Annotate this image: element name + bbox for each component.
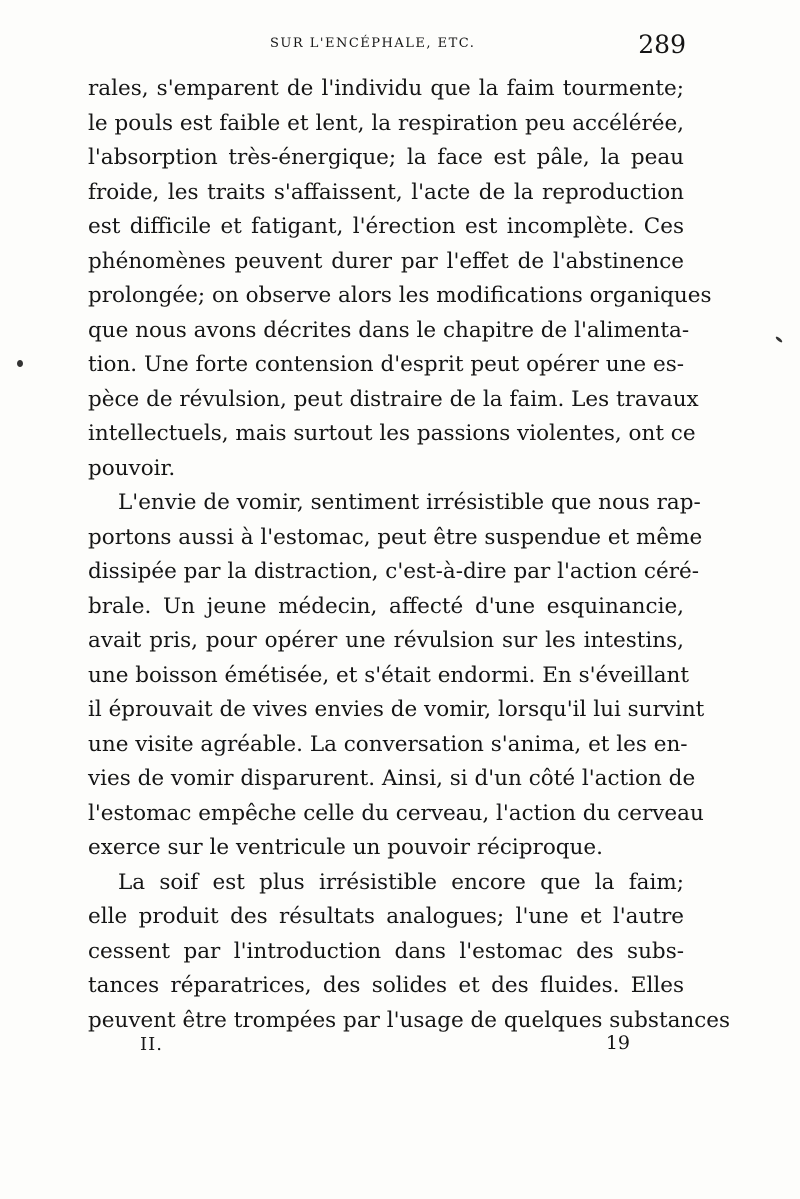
text-line: une visite agréable. La conversation s'anima, et les en- xyxy=(88,731,688,757)
body-text xyxy=(88,72,731,1038)
text-line: pouvoir. xyxy=(88,455,176,481)
text-line: prolongée; on observe alors les modifications organiques xyxy=(88,283,712,308)
text-line: pèce de révulsion, peut distraire de la faim. Les travaux xyxy=(88,386,699,412)
paragraph-first-line: La soif est plus irrésistible encore que la faim; xyxy=(118,869,684,895)
text-line: dissipée par la distraction, c'est-à-dire par l'action céré- xyxy=(88,559,699,584)
text-line: peuvent être trompées par l'usage de quelques substances xyxy=(88,1007,731,1033)
margin-speck xyxy=(775,336,783,343)
paragraph-first-line: L'envie de vomir, sentiment irrésistible que nous rap- xyxy=(118,490,701,515)
margin-speck xyxy=(17,360,23,367)
signature-mark: II. xyxy=(140,1034,163,1055)
text-line: l'estomac empêche celle du cerveau, l'action du cerveau xyxy=(88,800,704,826)
text-line: le pouls est faible et lent, la respiration peu accélérée, xyxy=(88,110,684,136)
text-line: tion. Une forte contension d'esprit peut opérer une es- xyxy=(88,352,684,377)
text-line: une boisson émétisée, et s'était endormi. En s'éveillant xyxy=(88,662,690,688)
text-line: cessent par l'introduction dans l'estomac des subs- xyxy=(88,938,684,964)
text-line: exerce sur le ventricule un pouvoir réciproque. xyxy=(88,835,603,860)
text-line: que nous avons décrites dans le chapitre de l'alimenta- xyxy=(88,317,690,343)
text-line: froide, les traits s'affaissent, l'acte de la reproduction xyxy=(88,179,684,205)
gathering-number: 19 xyxy=(605,1032,630,1054)
text-line: est difficile et fatigant, l'érection est incomplète. Ces xyxy=(88,214,684,239)
page-header xyxy=(250,30,690,70)
running-head: SUR L'ENCÉPHALE, ETC. xyxy=(270,36,476,51)
text-line: intellectuels, mais surtout les passions violentes, ont ce xyxy=(88,421,696,446)
page-number: 289 xyxy=(638,30,686,59)
text-line: portons aussi à l'estomac, peut être suspendue et même xyxy=(88,524,703,550)
text-line: tances réparatrices, des solides et des fluides. Elles xyxy=(88,973,684,998)
text-line: avait pris, pour opérer une révulsion sur les intestins, xyxy=(88,628,684,653)
text-line: elle produit des résultats analogues; l'une et l'autre xyxy=(88,904,684,929)
page-footer xyxy=(140,1030,630,1066)
text-line: il éprouvait de vives envies de vomir, lorsqu'il lui survint xyxy=(88,697,705,722)
text-line: l'absorption très-énergique; la face est pâle, la peau xyxy=(88,145,684,170)
text-line: brale. Un jeune médecin, affecté d'une esquinancie, xyxy=(88,593,684,619)
text-line: phénomènes peuvent durer par l'effet de l'abstinence xyxy=(88,248,684,274)
text-line: rales, s'emparent de l'individu que la faim tourmente; xyxy=(88,76,684,101)
text-line: vies de vomir disparurent. Ainsi, si d'un côté l'action de xyxy=(88,766,696,791)
